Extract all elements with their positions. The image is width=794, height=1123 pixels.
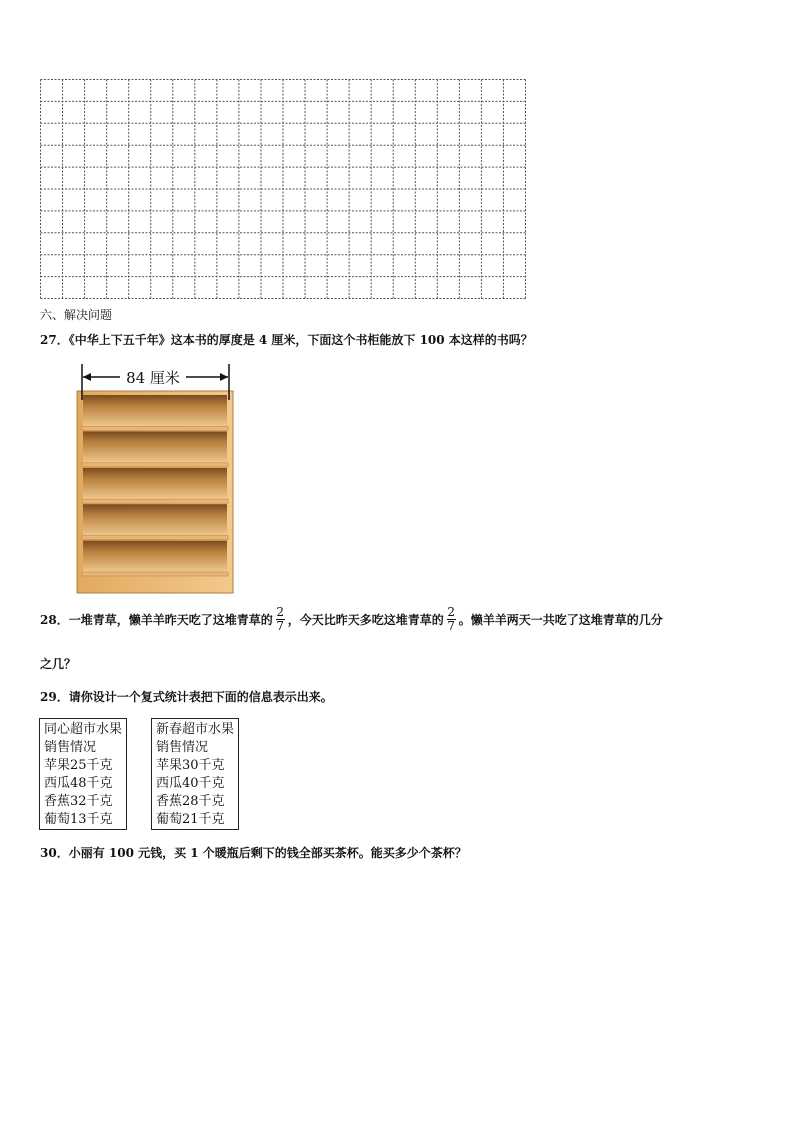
answer-grid-lines [40, 79, 526, 299]
question-28-part2: ，今天比昨天多吃这堆青草的 [287, 612, 444, 627]
box1-line: 苹果25千克 [44, 758, 113, 773]
bookshelf-svg [76, 360, 238, 596]
box2-line: 苹果30千克 [156, 758, 225, 773]
bookshelf-shelves [82, 395, 228, 576]
answer-grid [40, 79, 526, 299]
bookshelf-figure [76, 360, 238, 600]
section-title: 六、解决问题 [40, 308, 113, 322]
shelf-compartment [83, 541, 227, 572]
question-30: 30．小丽有 100 元钱，买 1 个暖瓶后剩下的钱全部买茶杯。能买多少个茶杯？ [40, 846, 467, 860]
fraction-2-denominator: 7 [447, 619, 456, 633]
box1-line: 葡萄13千克 [44, 812, 113, 827]
box1-line: 销售情况 [44, 740, 97, 755]
shelf-board [82, 426, 228, 430]
question-28-line1 [40, 606, 663, 633]
shelf-compartment [83, 395, 227, 426]
box2-line: 新春超市水果 [156, 722, 235, 737]
box1-line: 西瓜48千克 [44, 776, 113, 791]
measure-right-arrow [220, 373, 228, 381]
measure-left-arrow [83, 373, 91, 381]
box2-line: 西瓜40千克 [156, 776, 225, 791]
shelf-board [82, 463, 228, 467]
question-28-part3: 。懒羊羊两天一共吃了这堆青草的几分 [458, 612, 663, 627]
fraction-1 [276, 606, 285, 633]
shelf-compartment [83, 504, 227, 535]
fraction-2-numerator: 2 [447, 605, 456, 619]
info-box-xinchun [151, 718, 239, 830]
box1-line: 同心超市水果 [44, 722, 123, 737]
fraction-1-numerator: 2 [276, 605, 285, 619]
info-box-tongxin [39, 718, 127, 830]
measure-label: 84 厘米 [126, 369, 180, 387]
box2-line: 葡萄21千克 [156, 812, 225, 827]
box1-line: 香蕉32千克 [44, 794, 113, 809]
shelf-board [82, 499, 228, 503]
fraction-2 [447, 606, 456, 633]
box2-line: 销售情况 [156, 740, 209, 755]
question-28-part1: 28．一堆青草，懒羊羊昨天吃了这堆青草的 [40, 612, 273, 627]
question-28-line2: 之几？ [40, 657, 77, 671]
fraction-1-denominator: 7 [276, 619, 285, 633]
shelf-board [82, 572, 228, 576]
shelf-board [82, 536, 228, 540]
question-27: 27．《中华上下五千年》这本书的厚度是 4 厘米，下面这个书柜能放下 100 本这样的书吗？ [40, 333, 533, 347]
shelf-compartment [83, 468, 227, 499]
box2-line: 香蕉28千克 [156, 794, 225, 809]
shelf-compartment [83, 431, 227, 462]
question-29: 29．请你设计一个复式统计表把下面的信息表示出来。 [40, 690, 333, 704]
